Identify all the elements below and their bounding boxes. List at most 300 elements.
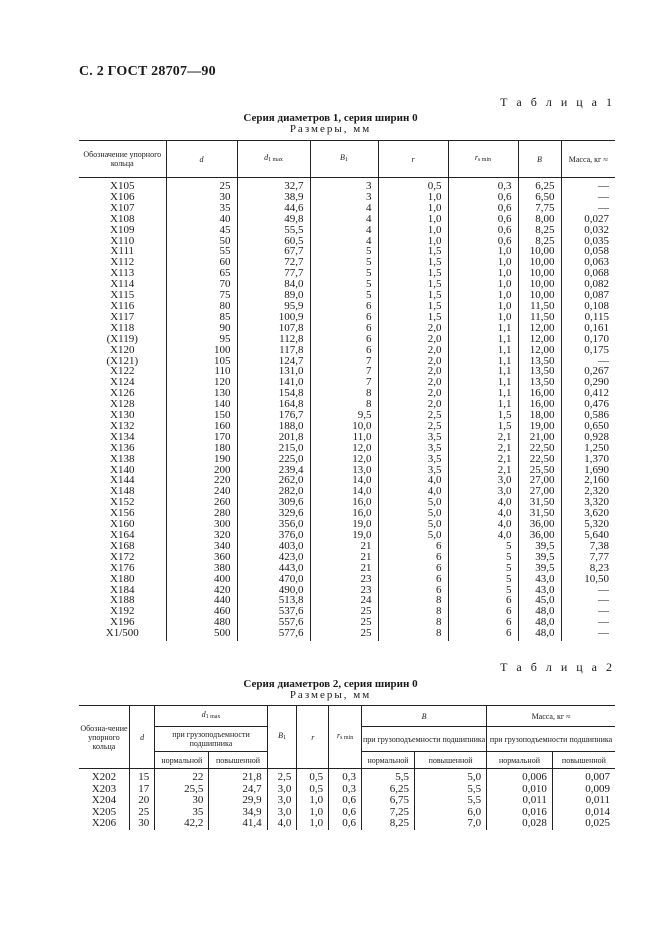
table-row: [79, 225, 615, 236]
table-cell: 0,6: [329, 818, 362, 830]
table-cell: 420: [166, 585, 237, 596]
table-cell: 2,0: [378, 345, 448, 356]
table-cell: 10,0: [310, 421, 378, 432]
table-cell: 43,0: [518, 574, 561, 585]
table-cell: 4,0: [448, 530, 518, 541]
table-cell: 8: [378, 595, 448, 606]
ring-designation-cell: Х122: [110, 365, 135, 378]
table-cell: 44,6: [237, 203, 310, 214]
table2-header-row-1: [79, 706, 615, 727]
table-cell: 5: [448, 552, 518, 563]
page-header: С. 2 ГОСТ 28707—90: [79, 64, 216, 79]
table-cell: 4,0: [267, 818, 297, 830]
table-row: [79, 574, 615, 585]
table-cell: 0,267: [561, 366, 615, 377]
table-cell: 1,0: [448, 246, 518, 257]
table-cell: 2,1: [448, 454, 518, 465]
ring-designation-cell: Х160: [110, 518, 135, 531]
table-cell: 3,5: [378, 454, 448, 465]
table-cell: 1,370: [561, 454, 615, 465]
table-cell: 48,0: [518, 628, 561, 641]
table-cell: 6: [310, 312, 378, 323]
table-cell: 0,6: [329, 795, 362, 807]
ring-designation-cell: Х140: [110, 463, 135, 476]
table-cell: 0,161: [561, 323, 615, 334]
table-cell: 6: [448, 595, 518, 606]
table-cell: 170: [166, 432, 237, 443]
table-cell: 154,8: [237, 388, 310, 399]
table-cell: 3,5: [378, 432, 448, 443]
table-cell: 239,4: [237, 465, 310, 476]
table-cell: 2,0: [378, 377, 448, 388]
table-cell: 0,6: [448, 214, 518, 225]
ring-designation-cell: Х164: [110, 529, 135, 541]
ring-designation-cell: Х126: [110, 387, 135, 400]
table-cell: 260: [166, 497, 237, 508]
table-cell: 1,0: [378, 214, 448, 225]
table1-label: Т а б л и ц а 1: [500, 95, 615, 109]
ring-designation-cell: Х203: [91, 782, 117, 795]
ring-designation-cell: Х114: [110, 278, 135, 291]
table-cell: 60: [166, 257, 237, 268]
table-cell: 4: [310, 214, 378, 225]
ring-designation-cell: Х144: [110, 474, 135, 487]
table-cell: 0,027: [561, 214, 615, 225]
table-cell: 7,0: [415, 818, 487, 830]
table-cell: 0,3: [329, 784, 362, 796]
table-cell: 4,0: [448, 519, 518, 530]
table-cell: 0,006: [487, 769, 553, 784]
table-cell: 84,0: [237, 279, 310, 290]
table-cell: 6: [310, 334, 378, 345]
ring-designation-cell: (Х119): [106, 332, 138, 345]
table-cell: 380: [166, 563, 237, 574]
ring-designation-cell: Х1/500: [105, 627, 139, 640]
table-cell: 0,928: [561, 432, 615, 443]
table-cell: 1,5: [378, 257, 448, 268]
table-cell: 23: [310, 574, 378, 585]
table-cell: 164,8: [237, 399, 310, 410]
table-cell: 107,8: [237, 323, 310, 334]
table-cell: 240: [166, 486, 237, 497]
ring-designation-cell: Х128: [110, 398, 135, 411]
table-cell: 30: [166, 192, 237, 203]
table-cell: 0,3: [448, 178, 518, 192]
table-cell: 557,6: [237, 617, 310, 628]
table-cell: 7,25: [362, 807, 415, 819]
table-cell: 1,5: [378, 279, 448, 290]
table-cell: 13,50: [518, 366, 561, 377]
table2-subtitle: Размеры, мм: [289, 689, 372, 701]
table-cell: 2,5: [378, 410, 448, 421]
table-cell: 8: [310, 399, 378, 410]
table-cell: 3,0: [448, 475, 518, 486]
table-cell: 12,00: [518, 345, 561, 356]
table-cell: 6,75: [362, 795, 415, 807]
table-cell: 1,1: [448, 388, 518, 399]
b-normal: нормальной: [362, 752, 415, 769]
ring-designation-cell: Х205: [91, 805, 117, 818]
table-cell: 6: [378, 563, 448, 574]
table-cell: 11,50: [518, 301, 561, 312]
table-cell: 2,160: [561, 475, 615, 486]
table-cell: 72,7: [237, 257, 310, 268]
table-cell: 2,320: [561, 486, 615, 497]
table-cell: 1,0: [448, 268, 518, 279]
table-row: [79, 628, 615, 641]
table-cell: 25: [310, 617, 378, 628]
table-cell: 39,5: [518, 563, 561, 574]
table-cell: 105: [166, 356, 237, 367]
table-cell: 14,0: [310, 486, 378, 497]
col-header-b1: B1: [310, 141, 378, 178]
table-cell: 262,0: [237, 475, 310, 486]
table-cell: 42,2: [155, 818, 209, 830]
table-cell: 329,6: [237, 508, 310, 519]
table-cell: 356,0: [237, 519, 310, 530]
table-cell: 70: [166, 279, 237, 290]
table-cell: 1,0: [378, 192, 448, 203]
table-row: [79, 214, 615, 225]
table-cell: 6: [310, 301, 378, 312]
col-header-name: Обозна-чение упорного кольца: [79, 706, 129, 769]
table-cell: 21: [310, 563, 378, 574]
table-row: [79, 563, 615, 574]
table2: [79, 705, 615, 830]
col-header-d1max: d1 max: [237, 141, 310, 178]
table-cell: 1,690: [561, 465, 615, 476]
table-cell: 39,5: [518, 552, 561, 563]
table-cell: 376,0: [237, 530, 310, 541]
table-cell: 0,175: [561, 345, 615, 356]
table-cell: 5: [310, 279, 378, 290]
table-cell: 100,9: [237, 312, 310, 323]
table-cell: 36,00: [518, 519, 561, 530]
table-cell: 0,290: [561, 377, 615, 388]
table-cell: 5: [310, 268, 378, 279]
table-cell: 34,9: [209, 807, 267, 819]
col-header-d: d: [129, 706, 154, 769]
table-cell: 5: [448, 585, 518, 596]
table-cell: 0,5: [297, 784, 329, 796]
table-cell: 5: [310, 246, 378, 257]
table-cell: 11,50: [518, 312, 561, 323]
table-cell: 6: [448, 617, 518, 628]
table1-caption: [0, 113, 661, 135]
ring-designation-cell: Х136: [110, 441, 135, 454]
table-cell: 10,00: [518, 268, 561, 279]
mass-normal: нормальной: [487, 752, 553, 769]
table-cell: 7: [310, 356, 378, 367]
table-cell: 0,028: [487, 818, 553, 830]
table-cell: 22: [155, 769, 209, 784]
table-cell: 0,025: [552, 818, 615, 830]
table-row: [79, 334, 615, 345]
table-cell: 40: [166, 214, 237, 225]
table-row: [79, 178, 615, 192]
table-cell: 16,0: [310, 508, 378, 519]
table-cell: 6: [378, 574, 448, 585]
table-cell: 10,00: [518, 290, 561, 301]
table-cell: 0,014: [552, 807, 615, 819]
table-cell: 19,0: [310, 530, 378, 541]
table-cell: 29,9: [209, 795, 267, 807]
table-cell: 5: [448, 541, 518, 552]
table-cell: 8,23: [561, 563, 615, 574]
table-cell: 27,00: [518, 475, 561, 486]
table-row: [79, 769, 615, 784]
table-cell: 1,5: [378, 268, 448, 279]
table-cell: 5,0: [378, 530, 448, 541]
table-cell: 0,058: [561, 246, 615, 257]
table1-title: Серия диаметров 1, серия ширин 0: [243, 112, 418, 124]
table-cell: 470,0: [237, 574, 310, 585]
d1-normal: нормальной: [155, 752, 209, 769]
table-cell: 2,0: [378, 323, 448, 334]
table-cell: 280: [166, 508, 237, 519]
table-cell: 6,50: [518, 192, 561, 203]
col-header-b: B: [518, 141, 561, 178]
table-cell: 6: [378, 541, 448, 552]
table-cell: 95,9: [237, 301, 310, 312]
table-cell: 10,00: [518, 257, 561, 268]
table-cell: —: [561, 585, 615, 596]
table-cell: 8: [378, 606, 448, 617]
ring-designation-cell: Х108: [110, 212, 135, 225]
table-cell: 80: [166, 301, 237, 312]
table-cell: 1,0: [448, 290, 518, 301]
table-cell: 5,5: [415, 784, 487, 796]
table-cell: 35: [166, 203, 237, 214]
table-cell: 25,50: [518, 465, 561, 476]
table-cell: 5,640: [561, 530, 615, 541]
table-cell: 8: [378, 617, 448, 628]
table-cell: 3,0: [267, 795, 297, 807]
table-cell: 95: [166, 334, 237, 345]
table2-title: Серия диаметров 2, серия ширин 0: [243, 678, 418, 690]
ring-designation-cell: Х184: [110, 583, 135, 596]
ring-designation-cell: Х152: [110, 496, 135, 509]
table-cell: 11,0: [310, 432, 378, 443]
table-cell: 2,1: [448, 465, 518, 476]
table-cell: 48,0: [518, 617, 561, 628]
table-cell: 24: [310, 595, 378, 606]
table-cell: 4,0: [378, 486, 448, 497]
table-cell: 9,5: [310, 410, 378, 421]
table-cell: 5: [448, 563, 518, 574]
table-cell: 1,1: [448, 399, 518, 410]
table-cell: 14,0: [310, 475, 378, 486]
table-cell: 1,0: [448, 312, 518, 323]
table-cell: 500: [166, 628, 237, 641]
table-cell: 32,7: [237, 178, 310, 192]
table-row: [79, 795, 615, 807]
ring-designation-cell: Х107: [110, 201, 135, 214]
table-row: [79, 345, 615, 356]
table-cell: 65: [166, 268, 237, 279]
table-cell: 25,5: [155, 784, 209, 796]
table-cell: 1,1: [448, 366, 518, 377]
table-cell: 1,0: [448, 257, 518, 268]
ring-designation-cell: Х176: [110, 561, 135, 574]
table-cell: 4,0: [448, 497, 518, 508]
table-cell: 100: [166, 345, 237, 356]
table-cell: 0,6: [329, 807, 362, 819]
table-cell: 131,0: [237, 366, 310, 377]
table-cell: 6,25: [518, 178, 561, 192]
table-cell: 0,650: [561, 421, 615, 432]
table-cell: 0,035: [561, 236, 615, 247]
table-cell: 140: [166, 399, 237, 410]
table-cell: 55: [166, 246, 237, 257]
table-cell: 5: [448, 574, 518, 585]
table-cell: 490,0: [237, 585, 310, 596]
table-cell: 3,0: [448, 486, 518, 497]
table-cell: 22,50: [518, 454, 561, 465]
table-cell: —: [561, 203, 615, 214]
ring-designation-cell: Х112: [110, 256, 135, 269]
table-cell: 27,00: [518, 486, 561, 497]
table-cell: 21,8: [209, 769, 267, 784]
table1: [79, 140, 615, 641]
table-cell: 2,1: [448, 432, 518, 443]
table-cell: 1,1: [448, 334, 518, 345]
table-cell: 5,0: [378, 508, 448, 519]
table-cell: 10,50: [561, 574, 615, 585]
table-cell: 0,115: [561, 312, 615, 323]
ring-designation-cell: Х113: [110, 267, 135, 280]
table-cell: 0,068: [561, 268, 615, 279]
table-cell: 1,1: [448, 356, 518, 367]
table-cell: 39,5: [518, 541, 561, 552]
table-cell: 190: [166, 454, 237, 465]
table-cell: 1,5: [378, 312, 448, 323]
table-cell: 443,0: [237, 563, 310, 574]
table-cell: 0,476: [561, 399, 615, 410]
table-cell: 16,00: [518, 388, 561, 399]
table-cell: 1,0: [297, 818, 329, 830]
table1-subtitle: Размеры, мм: [289, 123, 372, 135]
table-cell: 160: [166, 421, 237, 432]
table-cell: 8,00: [518, 214, 561, 225]
ring-designation-cell: Х148: [110, 485, 135, 498]
table-cell: 201,8: [237, 432, 310, 443]
table-cell: 1,250: [561, 443, 615, 454]
table-cell: 77,7: [237, 268, 310, 279]
col-header-mass: Масса, кг ≈: [561, 141, 615, 178]
table-cell: 41,4: [209, 818, 267, 830]
table-cell: 403,0: [237, 541, 310, 552]
col-header-r: r: [297, 706, 329, 769]
ring-designation-cell: Х105: [110, 180, 135, 192]
table-cell: 4,0: [448, 508, 518, 519]
table-cell: 43,0: [518, 585, 561, 596]
col-header-d1max: d1 max: [155, 706, 267, 727]
table-cell: 16,00: [518, 399, 561, 410]
table-cell: 50: [166, 236, 237, 247]
mass-load-group: при грузоподъемности подшипника: [487, 727, 615, 752]
table-cell: 7: [310, 366, 378, 377]
table-cell: 1,0: [448, 301, 518, 312]
table-cell: 3,320: [561, 497, 615, 508]
table-cell: 0,108: [561, 301, 615, 312]
table-cell: 20: [129, 795, 154, 807]
table-cell: 18,00: [518, 410, 561, 421]
table-cell: 150: [166, 410, 237, 421]
table-cell: 6: [310, 345, 378, 356]
d1-load-group: при грузоподъемности подшипника: [155, 727, 267, 752]
table-cell: 1,5: [448, 421, 518, 432]
b-increased: повышенной: [415, 752, 487, 769]
col-header-name: Обозначение упорного кольца: [79, 141, 166, 178]
table-cell: 17: [129, 784, 154, 796]
ring-designation-cell: Х109: [110, 223, 135, 236]
table-cell: 0,009: [552, 784, 615, 796]
table-cell: 0,586: [561, 410, 615, 421]
table-cell: 480: [166, 617, 237, 628]
table-cell: 4: [310, 236, 378, 247]
table-cell: 7: [310, 377, 378, 388]
table-cell: 1,0: [378, 225, 448, 236]
table-cell: 1,1: [448, 345, 518, 356]
table-cell: 2,0: [378, 356, 448, 367]
table-cell: 5,5: [362, 769, 415, 784]
table-cell: 0,5: [378, 178, 448, 192]
table-cell: 0,6: [448, 203, 518, 214]
table-cell: 130: [166, 388, 237, 399]
table-cell: 0,063: [561, 257, 615, 268]
table-cell: 6,25: [362, 784, 415, 796]
table-cell: 25: [129, 807, 154, 819]
table-cell: 215,0: [237, 443, 310, 454]
mass-increased: повышенной: [552, 752, 615, 769]
table-cell: 200: [166, 465, 237, 476]
ring-designation-cell: Х156: [110, 507, 135, 520]
table-cell: 0,6: [448, 192, 518, 203]
table-cell: 537,6: [237, 606, 310, 617]
table-cell: 10,00: [518, 246, 561, 257]
table-cell: 21: [310, 552, 378, 563]
table-cell: 30: [155, 795, 209, 807]
ring-designation-cell: Х130: [110, 409, 135, 422]
table-cell: 1,5: [378, 246, 448, 257]
table-cell: 577,6: [237, 628, 310, 641]
table-cell: 31,50: [518, 508, 561, 519]
table-cell: 2,0: [378, 334, 448, 345]
table-cell: 19,0: [310, 519, 378, 530]
table-cell: 117,8: [237, 345, 310, 356]
table-cell: —: [561, 192, 615, 203]
table-cell: 225,0: [237, 454, 310, 465]
table-cell: 13,0: [310, 465, 378, 476]
table-cell: 0,5: [297, 769, 329, 784]
ring-designation-cell: Х206: [91, 817, 117, 829]
table-cell: 460: [166, 606, 237, 617]
table1-body: [79, 178, 615, 642]
table-cell: 24,7: [209, 784, 267, 796]
table-cell: 423,0: [237, 552, 310, 563]
table-cell: 60,5: [237, 236, 310, 247]
table2-label: Т а б л и ц а 2: [500, 660, 615, 674]
table-cell: 2,0: [378, 388, 448, 399]
ring-designation-cell: Х111: [110, 245, 135, 258]
col-header-b: B: [362, 706, 487, 727]
table-cell: 112,8: [237, 334, 310, 345]
table-cell: —: [561, 595, 615, 606]
table-cell: 7,75: [518, 203, 561, 214]
table-cell: 1,0: [297, 795, 329, 807]
ring-designation-cell: Х172: [110, 550, 135, 563]
